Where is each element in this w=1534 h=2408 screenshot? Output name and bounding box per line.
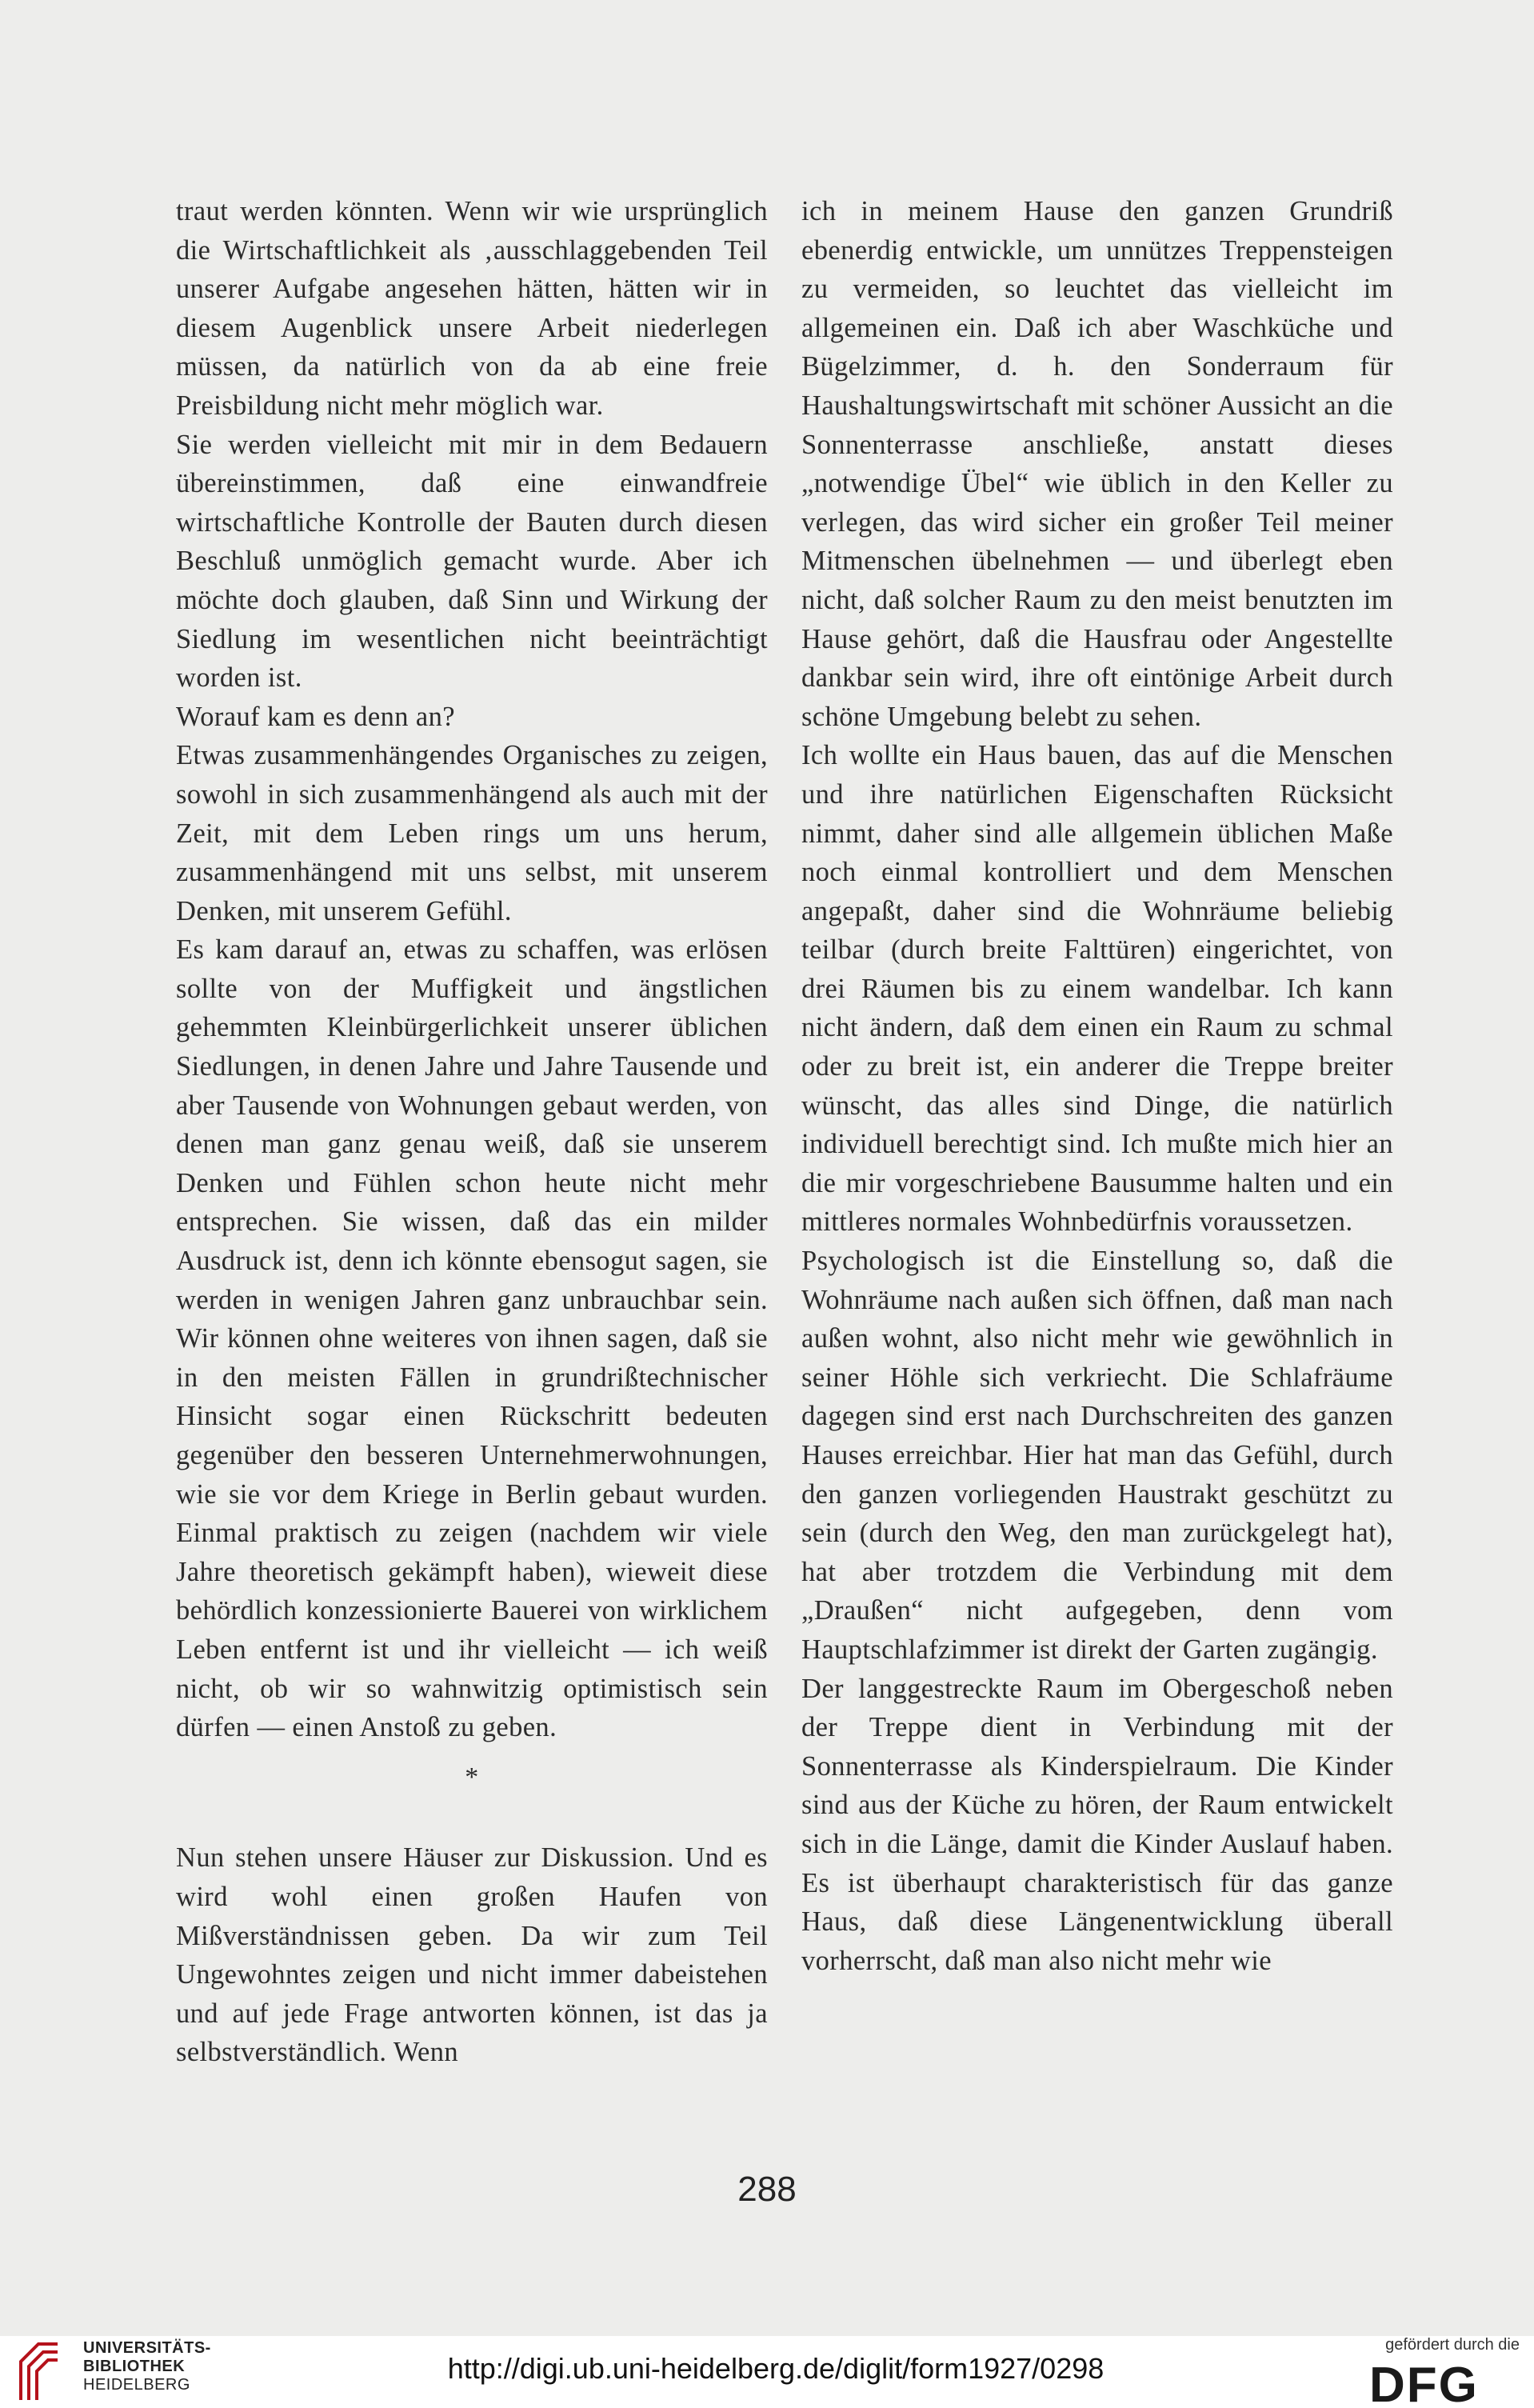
university-library-logo-icon[interactable] [14, 2338, 64, 2403]
right-text-column [801, 192, 1393, 1980]
library-name-line: UNIVERSITÄTS- [83, 2339, 211, 2357]
page-number: 288 [737, 2170, 797, 2209]
paragraph: Es kam darauf an, etwas zu schaffen, was erlösen sollte von der Muffigkeit und ängstlichen gehemmten Kleinbürgerlichkeit unserer üblichen Siedlungen, in denen Jahre und Jahre Tausende und aber Tausende von Wohnungen gebaut werden, von denen man ganz genau weiß, daß sie unserem Denken und Fühlen schon heute nicht mehr entsprechen. Sie wissen, daß das ein milder Ausdruck ist, denn ich könnte ebensogut sagen, sie werden in wenigen Jahren ganz unbrauchbar sein. Wir können ohne weiteres von ihnen sagen, daß sie in den meisten Fällen in grundrißtechnischer Hinsicht sogar einen Rückschritt bedeuten gegenüber den besseren Unternehmerwohnungen, wie sie vor dem Kriege in Berlin gebaut wurden. Einmal praktisch zu zeigen (nachdem wir viele Jahre theoretisch gekämpft haben), wieweit diese behördlich konzessionierte Bauerei von wirklichem Leben entfernt ist und ihr vielleicht — ich weiß nicht, ob wir so wahnwitzig optimistisch sein dürfen — einen Anstoß zu geben. [176, 934, 768, 1743]
funding-caption: gefördert durch die [1385, 2336, 1520, 2354]
library-name-line: HEIDELBERG [83, 2376, 190, 2394]
permalink-url[interactable]: http://digi.ub.uni-heidelberg.de/diglit/form1927/0298 [447, 2352, 1105, 2385]
library-name[interactable] [83, 2339, 211, 2394]
section-separator: * [465, 1762, 479, 1792]
paragraph: Worauf kam es denn an? [176, 701, 455, 732]
paragraph: Nun stehen unsere Häuser zur Diskussion. Und es wird wohl einen großen Haufen von Mißverständnissen geben. Da wir zum Teil Ungewohntes zeigen und nicht immer dabeistehen und auf jede Frage antworten können, ist das ja selbstverständlich. Wenn [176, 1842, 768, 2068]
left-text-column [176, 192, 768, 2072]
library-name-line: BIBLIOTHEK [83, 2358, 186, 2375]
paragraph: Sie werden vielleicht mit mir in dem Bedauern übereinstimmen, daß eine einwandfreie wirtschaftliche Kontrolle der Bauten durch diesen Beschluß unmöglich gemacht wurde. Aber ich möchte doch glauben, daß Sinn und Wirkung der Siedlung im wesentlichen nicht beeinträchtigt worden ist. [176, 429, 768, 694]
paragraph: traut werden könnten. Wenn wir wie ursprünglich die Wirtschaftlichkeit als ‚ausschlaggebenden Teil unserer Aufgabe angesehen hätten, hätten wir in diesem Augenblick unsere Arbeit niederlegen müssen, da natürlich von da ab eine freie Preisbildung nicht mehr möglich war. [176, 196, 768, 421]
dfg-logo-icon[interactable] [1369, 2358, 1520, 2405]
paragraph: Etwas zusammenhängendes Organisches zu zeigen, sowohl in sich zusammenhängend als auch mit der Zeit, mit dem Leben rings um uns herum, zusammenhängend mit uns selbst, mit unserem Denken, mit unserem Gefühl. [176, 740, 768, 926]
dfg-logo-text: DFG [1369, 2358, 1479, 2405]
paragraph: ich in meinem Hause den ganzen Grundriß ebenerdig entwickle, um unnützes Treppensteigen zu vermeiden, so leuchtet das vielleicht im allgemeinen ein. Daß ich aber Waschküche und Bügelzimmer, d. h. den Sonderraum für Haushaltungswirtschaft mit schöner Aussicht an die Sonnenterrasse anschließe, anstatt dieses „notwendige Übel“ wie üblich in den Keller zu verlegen, das wird sicher ein großer Teil meiner Mitmenschen übelnehmen — und überlegt eben nicht, daß solcher Raum zu den meist benutzten im Hause gehört, daß die Hausfrau oder Angestellte dankbar sein wird, ihre oft eintönige Arbeit durch schöne Umgebung belebt zu sehen. [801, 196, 1393, 732]
paragraph: Psychologisch ist die Einstellung so, daß die Wohnräume nach außen sich öffnen, daß man nach außen wohnt, also nicht mehr wie gewöhnlich in seiner Höhle sich verkriecht. Die Schlafräume dagegen sind erst nach Durchschreiten des ganzen Hauses erreichbar. Hier hat man das Gefühl, durch den ganzen vorliegenden Haustrakt geschützt zu sein (durch den Weg, den man zurückgelegt hat), hat aber trotzdem die Verbindung mit dem „Draußen“ nicht aufgegeben, denn vom Hauptschlafzimmer ist direkt der Garten zugängig. [801, 1246, 1393, 1665]
paragraph: Der langgestreckte Raum im Obergeschoß neben der Treppe dient in Verbindung mit der Sonnenterrasse als Kinderspielraum. Die Kinder sind aus der Küche zu hören, der Raum entwickelt sich in die Länge, damit die Kinder Auslauf haben. Es ist überhaupt charakteristisch für das ganze Haus, daß diese Längenentwicklung überall vorherrscht, daß man also nicht mehr wie [801, 1673, 1393, 1976]
paragraph: Ich wollte ein Haus bauen, das auf die Menschen und ihre natürlichen Eigenschaften Rücksicht nimmt, daher sind alle allgemein üblichen Maße noch einmal kontrolliert und dem Menschen angepaßt, daher sind die Wohnräume beliebig teilbar (durch breite Falttüren) eingerichtet, von drei Räumen bis zu einem wandelbar. Ich kann nicht ändern, daß dem einen ein Raum zu schmal oder zu breit ist, ein anderer die Treppe breiter wünscht, das alles sind Dinge, die natürlich individuell berechtigt sind. Ich mußte mich hier an die mir vorgeschriebene Bausumme halten und ein mittleres normales Wohnbedürfnis voraussetzen. [801, 740, 1393, 1238]
